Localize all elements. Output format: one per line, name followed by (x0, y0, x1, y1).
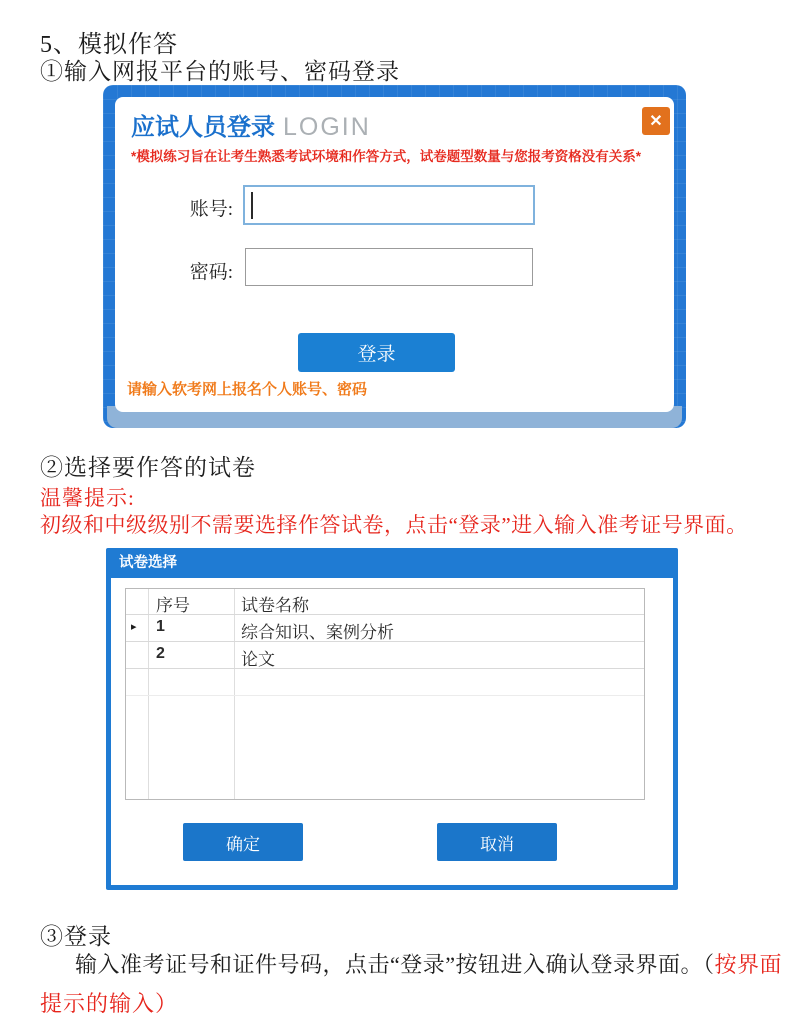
login-dialog-title (131, 107, 371, 142)
login-dialog-card (115, 97, 674, 412)
step3-label: ③登录 (40, 924, 112, 949)
tip-body: 初级和中级级别不需要选择作答试卷，点击“登录”进入输入准考证号界面。 (40, 513, 748, 537)
password-input[interactable] (245, 248, 533, 286)
login-title-cn: 应试人员登录 (131, 114, 275, 141)
table-divider (234, 589, 235, 799)
login-title-en: LOGIN (283, 113, 371, 141)
close-button[interactable] (642, 107, 670, 135)
column-header-name: 试卷名称 (241, 596, 309, 615)
paper-select-dialog (106, 548, 678, 890)
table-row-2-no[interactable]: 2 (156, 645, 165, 662)
account-input[interactable] (243, 185, 535, 225)
login-hint-text: 请输入软考网上报名个人账号、密码 (127, 381, 368, 398)
close-icon: ✕ (649, 113, 663, 130)
login-dialog (103, 85, 686, 428)
table-divider (126, 614, 644, 615)
cancel-button[interactable]: 取消 (437, 823, 557, 861)
step3-red-text: 按界面 (714, 952, 783, 977)
table-divider (148, 589, 149, 799)
column-header-no: 序号 (156, 596, 190, 615)
table-divider (126, 695, 644, 696)
paper-dialog-titlebar: 试卷选择 (119, 555, 177, 571)
table-row-2-name[interactable]: 论文 (241, 650, 275, 669)
paper-table (125, 588, 645, 800)
table-divider (126, 668, 644, 669)
login-warning-text: *模拟练习旨在让考生熟悉考试环境和作答方式，试卷题型数量与您报考资格没有关系* (131, 149, 642, 164)
account-label: 账号: (189, 199, 233, 220)
tip-title: 温馨提示: (40, 486, 135, 510)
login-button[interactable]: 登录 (298, 333, 455, 372)
ok-button[interactable]: 确定 (183, 823, 303, 861)
table-row-1-name[interactable]: 综合知识、案例分析 (241, 623, 394, 642)
text-caret (251, 192, 253, 219)
table-row-1-no[interactable]: 1 (156, 618, 165, 635)
paper-dialog-body (111, 578, 673, 885)
step1-label: ①输入网报平台的账号、密码登录 (40, 59, 400, 84)
step2-label: ②选择要作答的试卷 (40, 455, 256, 480)
step3-paragraph-line1 (75, 948, 782, 979)
step3-black-text: 输入准考证号和证件号码，点击“登录”按钮进入确认登录界面。（ (75, 952, 715, 977)
step3-paragraph-line2: 提示的输入） (40, 991, 179, 1016)
section-heading: 5、模拟作答 (40, 32, 178, 58)
password-label: 密码: (189, 262, 233, 283)
selected-row-marker-icon: ▸ (131, 620, 137, 633)
